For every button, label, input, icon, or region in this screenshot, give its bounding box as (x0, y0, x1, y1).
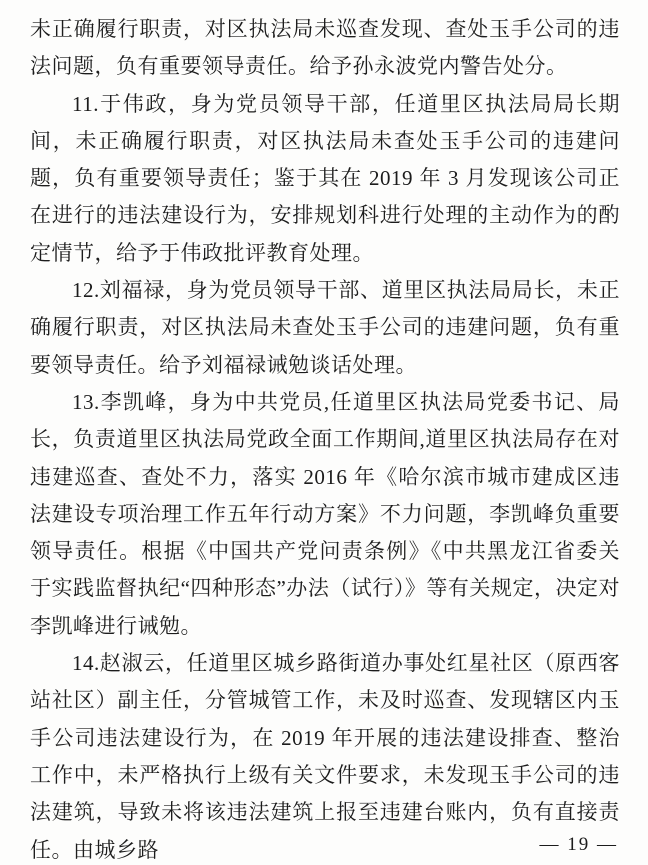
paragraph-item-13: 13.李凯峰，身为中共党员,任道里区执法局党委书记、局长，负责道里区执法局党政全面工作期间,道里区执法局存在对违建巡查、查处不力，落实 2016 年《哈尔滨市城市建成区违法建设专项治理工作五年行动方案》不力问题，李凯峰负重要领导责任。根据《中国共产党问责条例》《中共黑龙江省委关于实践监督执纪“四种形态”办法（试行）》等有关规定，决定对李凯峰进行诫勉。 (30, 389, 620, 638)
page-footer (540, 834, 619, 856)
paragraph-continuation: 未正确履行职责，对区执法局未巡查发现、查处玉手公司的违法问题，负有重要领导责任。给予孙永波党内警告处分。 (30, 17, 620, 79)
page-number: — 19 — (539, 834, 618, 855)
paragraph-item-11: 11.于伟政，身为党员领导干部，任道里区执法局局长期间，未正确履行职责，对区执法局未查处玉手公司的违建问题，负有重要领导责任；鉴于其在 2019 年 3 月发现该公司正在进行的违法建设行为，安排规划科进行处理的主动作为的酌定情节，给予于伟政批评教育处理。 (30, 91, 620, 265)
document-body (30, 11, 620, 865)
paragraph-item-14: 14.赵淑云，任道里区城乡路街道办事处红星社区（原西客站社区）副主任，分管城管工作，未及时巡查、发现辖区内玉手公司违法建设行为，在 2019 年开展的违法建设排查、整治工作中，未严格执行上级有关文件要求，未发现玉手公司的违法建筑，导致未将该违法建筑上报至违建台账内，负有直接责任。由城乡路 (30, 651, 620, 862)
paragraph-item-12: 12.刘福禄，身为党员领导干部、道里区执法局局长，未正确履行职责，对区执法局未查处玉手公司的违建问题，负有重要领导责任。给予刘福禄诫勉谈话处理。 (30, 278, 620, 377)
